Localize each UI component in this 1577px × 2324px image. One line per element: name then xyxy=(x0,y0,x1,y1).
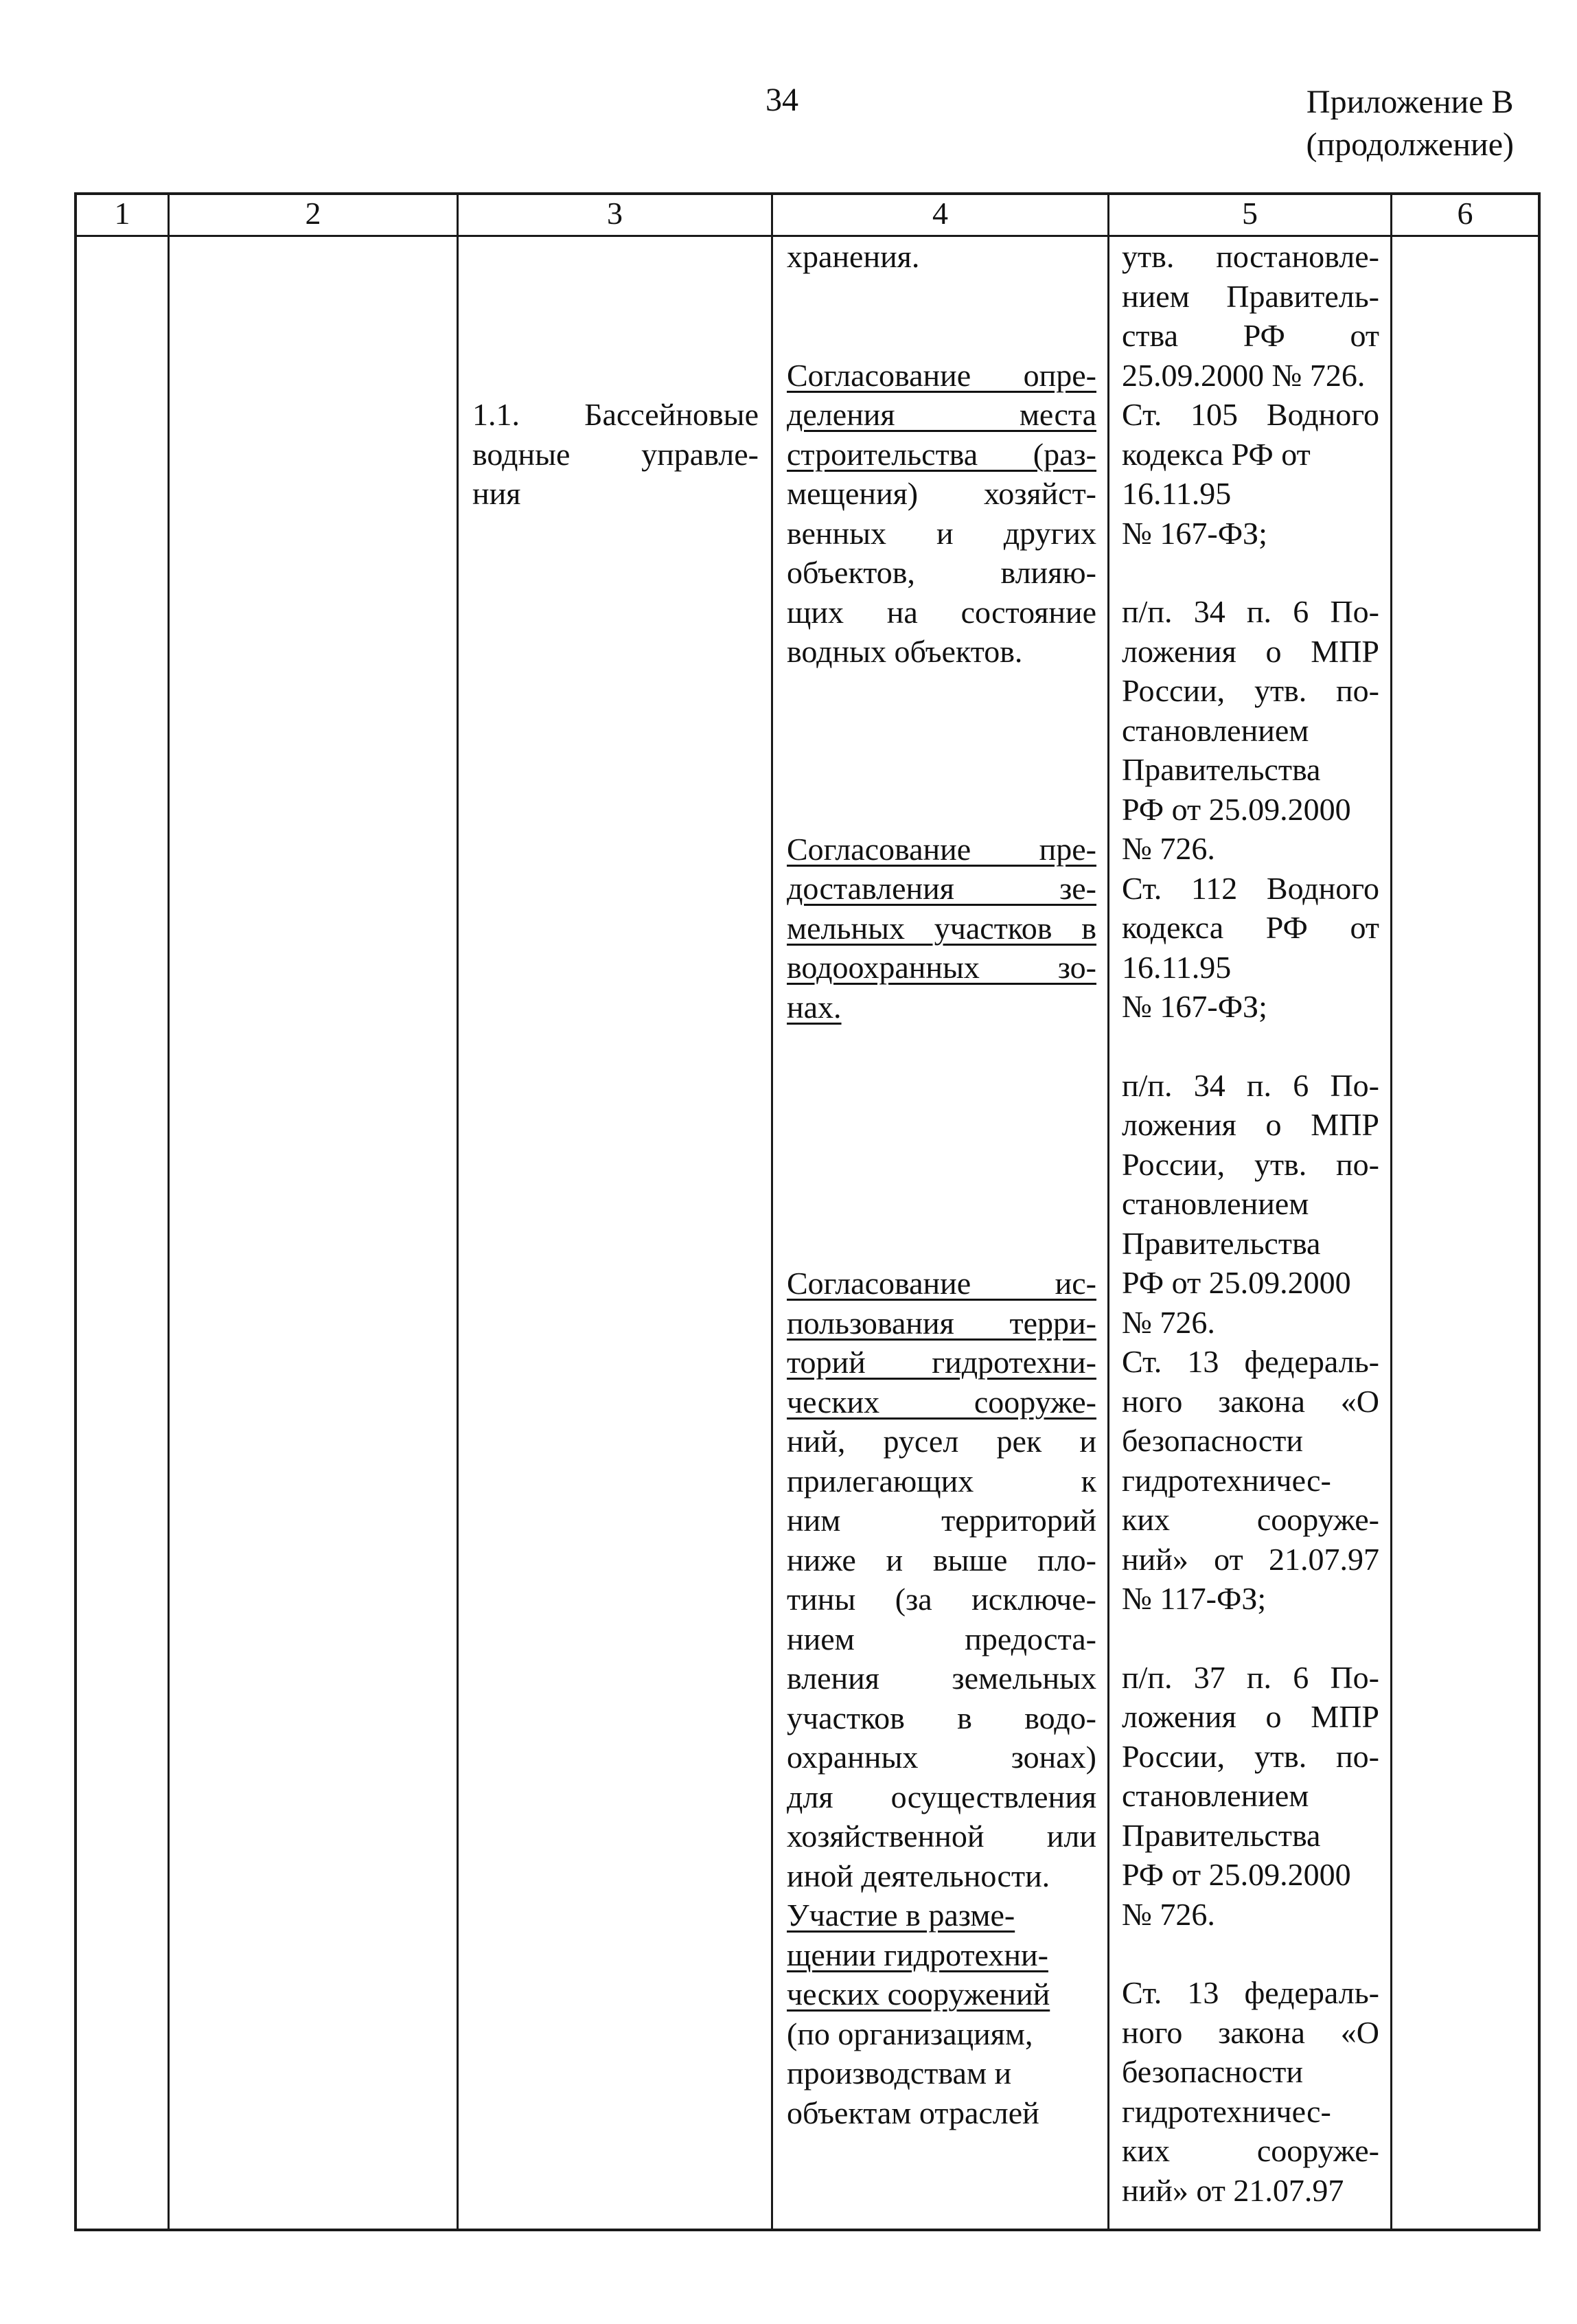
col-header-2: 2 xyxy=(169,194,458,236)
line: строительства (раз- xyxy=(787,436,1096,472)
line: ния xyxy=(472,476,521,511)
line: мещения) хозяйст- xyxy=(787,476,1096,511)
line: РФ от 25.09.2000 xyxy=(1122,1857,1351,1892)
col-header-3: 3 xyxy=(458,194,772,236)
line: п/п. 37 п. 6 По- xyxy=(1122,1659,1379,1695)
line: ложения о МПР xyxy=(1122,1699,1379,1734)
authority-name xyxy=(472,395,759,514)
line: водных объектов. xyxy=(787,634,1023,669)
line: № 167-ФЗ; xyxy=(1122,989,1267,1024)
item-hydro-structures-placement xyxy=(787,1895,1096,2132)
ref-water-code-105 xyxy=(1122,395,1379,553)
ref-water-code-112 xyxy=(1122,869,1379,1027)
col-header-4: 4 xyxy=(772,194,1109,236)
line: 16.11.95 xyxy=(1122,949,1232,985)
line: нах. xyxy=(787,989,842,1025)
line: щении гидротехни- xyxy=(787,1937,1048,1972)
line: ложения о МПР xyxy=(1122,1107,1379,1142)
line: венных и других xyxy=(787,515,1096,551)
line: мельных участков в xyxy=(787,910,1096,946)
line: РФ от 25.09.2000 xyxy=(1122,1265,1351,1300)
line: Правительства xyxy=(1122,1817,1321,1853)
line: прилегающих к xyxy=(787,1463,1096,1499)
ref-hydro-safety-law-13 xyxy=(1122,1342,1379,1619)
line: вления земельных xyxy=(787,1661,1096,1696)
line: ческих сооружений xyxy=(787,1976,1050,2012)
line: России, утв. по- xyxy=(1122,1738,1379,1774)
line: производствам и xyxy=(787,2055,1012,2091)
line: России, утв. по- xyxy=(1122,673,1379,708)
line: ложения о МПР xyxy=(1122,633,1379,669)
cell-col3 xyxy=(458,236,772,2231)
line: 16.11.95 xyxy=(1122,476,1232,511)
line: ства РФ от xyxy=(1122,318,1379,353)
ref-hydro-safety-law-13b xyxy=(1122,1973,1379,2210)
line: ниже и выше пло- xyxy=(787,1542,1096,1577)
line: безопасности xyxy=(1122,1423,1304,1458)
line: 1.1. Бассейновые xyxy=(472,397,759,432)
line: водоохранных зо- xyxy=(787,950,1096,985)
line: становлением xyxy=(1122,1778,1309,1813)
item-land-plots-approval xyxy=(787,830,1096,1027)
line: № 726. xyxy=(1122,1304,1215,1340)
appendix-caption xyxy=(1306,81,1514,166)
line: 25.09.2000 № 726. xyxy=(1122,357,1366,393)
line: объектам отраслей xyxy=(787,2095,1039,2130)
col-header-5: 5 xyxy=(1109,194,1392,236)
line: становлением xyxy=(1122,1186,1309,1221)
appendix-title: Приложение В xyxy=(1306,84,1514,120)
line: объектов, влияю- xyxy=(787,555,1096,590)
document-table xyxy=(74,192,1541,2231)
line: ного закона «О xyxy=(1122,1383,1379,1419)
ref-mpr-regulation-37 xyxy=(1122,1658,1379,1935)
line: Ст. 105 Водного xyxy=(1122,397,1379,432)
line: Ст. 112 Водного xyxy=(1122,870,1379,906)
line: № 167-ФЗ; xyxy=(1122,515,1267,551)
col4-top-text: хранения. xyxy=(787,239,920,274)
line: торий гидротехни- xyxy=(787,1345,1096,1380)
line: ний» от 21.07.97 xyxy=(1122,1541,1379,1577)
column-number-row xyxy=(76,194,1539,236)
line: тины (за исключе- xyxy=(787,1582,1096,1617)
line: № 726. xyxy=(1122,1896,1215,1932)
item-construction-approval xyxy=(787,356,1096,672)
line: Согласование пре- xyxy=(787,831,1096,867)
cell-col4 xyxy=(772,236,1109,2231)
line: иной деятельности. xyxy=(787,1858,1050,1893)
col-header-6: 6 xyxy=(1392,194,1540,236)
line: Ст. 13 федераль- xyxy=(1122,1975,1379,2010)
line: водные управле- xyxy=(472,436,759,472)
line: участков в водо- xyxy=(787,1700,1096,1735)
line: п/п. 34 п. 6 По- xyxy=(1122,1067,1379,1103)
line: ких сооруже- xyxy=(1122,1502,1379,1537)
line: нием предоста- xyxy=(787,1621,1096,1656)
line: кодекса РФ от xyxy=(1122,436,1311,472)
line: утв. постановле- xyxy=(1122,239,1379,274)
line: для осуществления xyxy=(787,1779,1096,1814)
line: охранных зонах) xyxy=(787,1740,1096,1775)
line: Согласование опре- xyxy=(787,357,1096,393)
table-row xyxy=(76,236,1539,2231)
ref-mpr-regulation-34 xyxy=(1122,592,1379,869)
line: кодекса РФ от xyxy=(1122,910,1379,945)
line: пользования терри- xyxy=(787,1305,1096,1341)
line: безопасности xyxy=(1122,2054,1304,2089)
line: Правительства xyxy=(1122,1225,1321,1261)
line: деления места xyxy=(787,397,1096,432)
cell-col5 xyxy=(1109,236,1392,2231)
line: становлением xyxy=(1122,712,1309,748)
line: ного закона «О xyxy=(1122,2014,1379,2050)
line: Ст. 13 федераль- xyxy=(1122,1344,1379,1379)
page-number: 34 xyxy=(766,82,798,118)
line: Правительства xyxy=(1122,752,1321,787)
line: ческих сооруже- xyxy=(787,1384,1096,1420)
cell-col1 xyxy=(76,236,169,2231)
line: РФ от 25.09.2000 xyxy=(1122,791,1351,827)
ref-mpr-regulation-34b xyxy=(1122,1066,1379,1343)
ref-top xyxy=(1122,237,1379,395)
line: хозяйственной или xyxy=(787,1819,1096,1854)
appendix-subtitle: (продолжение) xyxy=(1306,126,1514,163)
line: ний, русел рек и xyxy=(787,1424,1096,1459)
line: ких сооруже- xyxy=(1122,2133,1379,2168)
line: п/п. 34 п. 6 По- xyxy=(1122,594,1379,629)
line: щих на состояние xyxy=(787,594,1096,630)
line: доставления зе- xyxy=(787,871,1096,906)
line: России, утв. по- xyxy=(1122,1146,1379,1182)
line: (по организациям, xyxy=(787,2016,1033,2051)
cell-col2 xyxy=(169,236,458,2231)
line: нием Правитель- xyxy=(1122,278,1379,314)
line: ний» от 21.07.97 xyxy=(1122,2172,1344,2208)
item-territory-use-approval xyxy=(787,1264,1096,1895)
line: № 726. xyxy=(1122,831,1215,866)
line: гидротехничес- xyxy=(1122,2093,1331,2129)
col-header-1: 1 xyxy=(76,194,169,236)
cell-col6 xyxy=(1392,236,1540,2231)
line: Согласование ис- xyxy=(787,1266,1096,1301)
line: гидротехничес- xyxy=(1122,1462,1331,1498)
line: Участие в разме- xyxy=(787,1898,1015,1933)
line: ним территорий xyxy=(787,1503,1096,1538)
line: № 117-ФЗ; xyxy=(1122,1581,1267,1616)
